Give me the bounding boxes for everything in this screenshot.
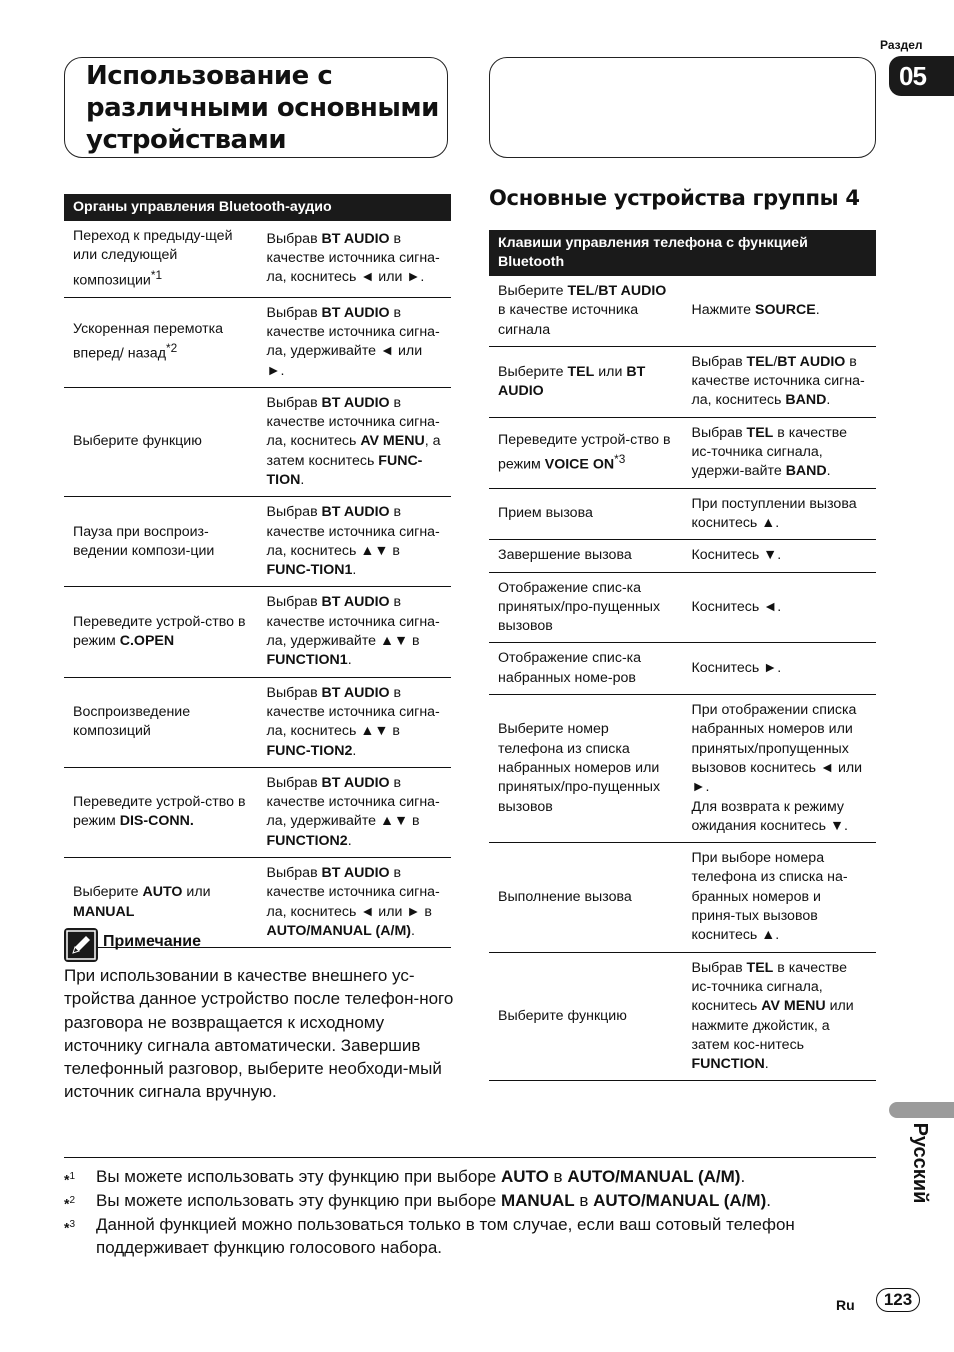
tel-row-operation: При выборе номера телефона из списка на-бранных номеров и приня-тых вызовов коснитесь ▲.	[683, 843, 877, 952]
tel-row	[489, 417, 876, 488]
bt-audio-row	[64, 297, 451, 387]
footnote-marker: *$^1$	[64, 1171, 76, 1188]
bt-audio-row	[64, 587, 451, 677]
tel-row-operation: Выбрав TEL в качестве ис-точника сигнала, удержи-вайте BAND.	[683, 417, 877, 488]
bt-audio-row	[64, 221, 451, 297]
language-label: Русский	[909, 1122, 931, 1204]
tel-table	[489, 230, 876, 1081]
footnote-text: Вы можете использовать эту функцию при выборе AUTO в AUTO/MANUAL (A/M).	[96, 1167, 746, 1186]
page-number: 123	[876, 1288, 920, 1312]
tel-row-operation: Нажмите SOURCE.	[683, 276, 877, 346]
footnote-marker: *$^2$	[64, 1195, 76, 1212]
tel-row-action: Выберите TEL или BT AUDIO	[489, 346, 683, 417]
bt-audio-row	[64, 677, 451, 767]
bt-audio-row-operation: Выбрав BT AUDIO в качестве источника сигна-ла, коснитесь ▲▼ в FUNC-TION2.	[258, 677, 452, 767]
tel-row	[489, 952, 876, 1081]
tel-row	[489, 695, 876, 843]
bt-audio-row	[64, 387, 451, 496]
bt-audio-row-action: Пауза при воспроиз-ведении компози-ции	[64, 497, 258, 587]
bt-audio-row-operation: Выбрав BT AUDIO в качестве источника сигна-ла, коснитесь AV MENU, а затем коснитесь FUNC-TION.	[258, 387, 452, 496]
bt-audio-row-operation: Выбрав BT AUDIO в качестве источника сигна-ла, удерживайте ◄ или ►.	[258, 297, 452, 387]
note-title: Примечание	[103, 933, 202, 950]
tel-row	[489, 540, 876, 572]
tel-row	[489, 572, 876, 643]
bt-audio-row-operation: Выбрав BT AUDIO в качестве источника сигна-ла, коснитесь ◄ или ►.	[258, 221, 452, 297]
tel-row-action: Отображение спис-ка принятых/про-пущенных вызовов	[489, 572, 683, 643]
tel-row-action: Переведите устрой-ство в режим VOICE ON$^{*3}$	[489, 417, 683, 488]
tel-row-action: Отображение спис-ка набранных номе-ров	[489, 643, 683, 695]
footnote-text: Данной функцией можно пользоваться только в том случае, если ваш сотовый телефон поддерживает функцию голосового набора.	[96, 1215, 795, 1257]
bt-audio-row-action: Выберите функцию	[64, 387, 258, 496]
bt-audio-row	[64, 767, 451, 857]
footnote-2	[64, 1189, 876, 1212]
tel-row-action: Выберите TEL/BT AUDIO в качестве источника сигнала	[489, 276, 683, 346]
section-heading: Основные устройства группы 4	[489, 186, 860, 210]
bt-audio-row	[64, 497, 451, 587]
bt-audio-table-body	[64, 221, 451, 948]
page-title: Использование с различными основными устройствами	[86, 61, 439, 155]
tel-row	[489, 843, 876, 952]
bt-audio-table-header: Органы управления Bluetooth-аудио	[64, 194, 451, 221]
tel-row	[489, 346, 876, 417]
tel-table-header: Клавиши управления телефона с функцией Bluetooth	[489, 230, 876, 276]
bt-audio-row-operation: Выбрав BT AUDIO в качестве источника сигна-ла, коснитесь ◄ или ► в AUTO/MANUAL (A/M).	[258, 858, 452, 948]
bt-audio-row-operation: Выбрав BT AUDIO в качестве источника сигна-ла, коснитесь ▲▼ в FUNC-TION1.	[258, 497, 452, 587]
footnote-text: Вы можете использовать эту функцию при выборе MANUAL в AUTO/MANUAL (A/M).	[96, 1191, 771, 1210]
note-body: При использовании в качестве внешнего ус-тройства данное устройство после телефон-ного разговора не возвращается к исходному источнику сигнала автоматически. Завершив телефонный разговор, выберите необходи-мый источник сигнала вручную.	[64, 966, 454, 1102]
bt-audio-row-operation: Выбрав BT AUDIO в качестве источника сигна-ла, удерживайте ▲▼ в FUNCTION1.	[258, 587, 452, 677]
language-code: Ru	[836, 1297, 855, 1313]
footnote-3	[64, 1213, 876, 1259]
tel-row-operation: При отображении списка набранных номеров или принятых/пропущенных вызовов коснитесь ◄ или ►. Для возврата к режиму ожидания коснитесь ▼.	[683, 695, 877, 843]
tel-row-operation: Коснитесь ►.	[683, 643, 877, 695]
tel-row-operation: Коснитесь ▼.	[683, 540, 877, 572]
tel-row-action: Выберите номер телефона из списка набранных номеров или принятых/про-пущенных вызовов	[489, 695, 683, 843]
tel-row-action: Выполнение вызова	[489, 843, 683, 952]
bt-audio-row-action: Воспроизведение композиций	[64, 677, 258, 767]
section-label: Раздел	[880, 38, 923, 52]
tel-row-action: Выберите функцию	[489, 952, 683, 1081]
tel-row	[489, 488, 876, 540]
bt-audio-table	[64, 194, 451, 948]
tel-row-operation: Выбрав TEL/BT AUDIO в качестве источника сигна-ла, коснитесь BAND.	[683, 346, 877, 417]
bt-audio-row-action: Переведите устрой-ство в режим C.OPEN	[64, 587, 258, 677]
header-empty-frame	[489, 57, 876, 158]
tel-row-action: Прием вызова	[489, 488, 683, 540]
footnote-1	[64, 1165, 876, 1188]
tel-row-operation: Выбрав TEL в качестве ис-точника сигнала, коснитесь AV MENU или нажмите джойстик, а затем кос-нитесь FUNCTION.	[683, 952, 877, 1081]
section-number-tab: 05	[889, 56, 954, 96]
footnote-divider	[64, 1157, 876, 1158]
tel-row-operation: Коснитесь ◄.	[683, 572, 877, 643]
bt-audio-row-action: Переход к предыду-щей или следующей композиции$^{*1}$	[64, 221, 258, 297]
bt-audio-row-action: Выберите AUTO или MANUAL	[64, 858, 258, 948]
tel-row-action: Завершение вызова	[489, 540, 683, 572]
tel-table-body	[489, 276, 876, 1081]
footnote-marker: *$^3$	[64, 1219, 76, 1236]
tel-row-operation: При поступлении вызова коснитесь ▲.	[683, 488, 877, 540]
bt-audio-row-action: Ускоренная перемотка вперед/ назад$^{*2}$	[64, 297, 258, 387]
note-pencil-icon	[64, 928, 98, 962]
tel-row	[489, 643, 876, 695]
bt-audio-row-action: Переведите устрой-ство в режим DIS-CONN.	[64, 767, 258, 857]
tel-row	[489, 276, 876, 346]
bt-audio-row-operation: Выбрав BT AUDIO в качестве источника сигна-ла, удерживайте ▲▼ в FUNCTION2.	[258, 767, 452, 857]
